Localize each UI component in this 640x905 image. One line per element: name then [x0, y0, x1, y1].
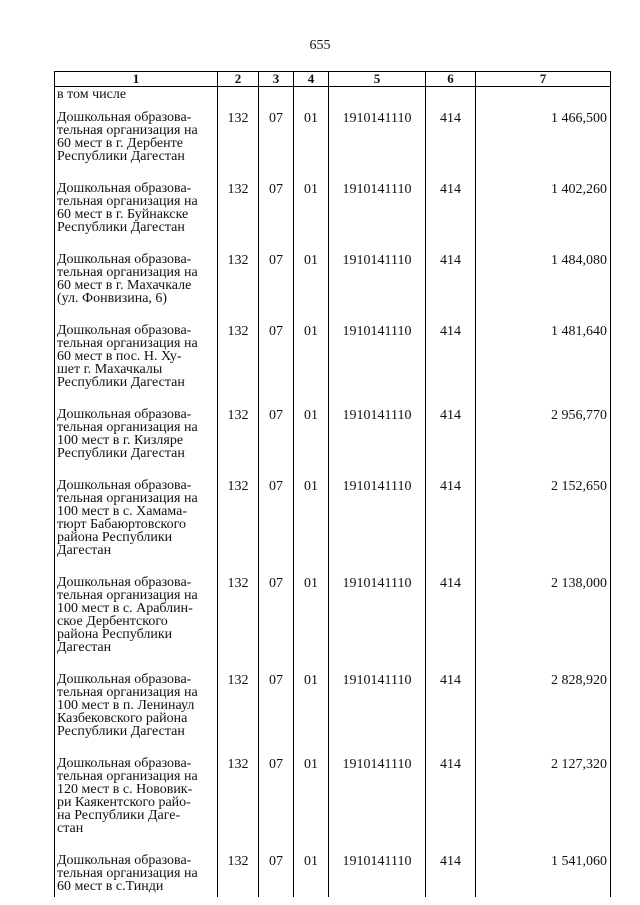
row-name-cell [55, 853, 218, 897]
row-name-cell [55, 323, 218, 407]
column-header: 5 [329, 72, 426, 87]
row-name-line: Казбековского района [57, 711, 188, 726]
code-section-cell: 07 [259, 575, 294, 672]
code-type-cell: 414 [426, 110, 476, 181]
row-name-line: 60 мест в г. Махачкале [57, 278, 192, 293]
code-gov-cell: 132 [218, 323, 259, 407]
row-name-cell [55, 756, 218, 853]
code-type-cell: 414 [426, 407, 476, 478]
table-row [55, 575, 611, 672]
row-name-line: Дошкольная образова- [57, 323, 192, 338]
code-subsection-cell: 01 [294, 756, 329, 853]
row-name-line: Дошкольная образова- [57, 252, 192, 267]
code-target-cell: 1910141110 [329, 853, 426, 897]
code-gov-cell: 132 [218, 110, 259, 181]
budget-table [54, 71, 611, 897]
row-name-line: района Республики [57, 627, 173, 642]
code-subsection-cell: 01 [294, 407, 329, 478]
code-gov-cell: 132 [218, 756, 259, 853]
amount-cell: 1 541,060 [476, 853, 611, 897]
table-row [55, 252, 611, 323]
code-subsection-cell: 01 [294, 853, 329, 897]
row-name-line: Дошкольная образова- [57, 756, 192, 771]
subheading-row [55, 87, 611, 111]
amount-cell: 1 466,500 [476, 110, 611, 181]
row-name-line: Республики Дагестан [57, 375, 185, 390]
table-row [55, 672, 611, 756]
amount-cell: 1 402,260 [476, 181, 611, 252]
row-name-line: тельная организация на [57, 194, 198, 209]
row-name-line: 60 мест в пос. Н. Ху- [57, 349, 182, 364]
code-subsection-cell: 01 [294, 252, 329, 323]
code-gov-cell: 132 [218, 672, 259, 756]
amount-cell: 1 484,080 [476, 252, 611, 323]
row-name-line: тельная организация на [57, 685, 198, 700]
row-name-line: 60 мест в г. Буйнакске [57, 207, 189, 222]
row-name-cell [55, 672, 218, 756]
row-name-line: 100 мест в п. Ленинаул [57, 698, 195, 713]
subheading-text: в том числе [55, 87, 218, 111]
table-row [55, 181, 611, 252]
code-target-cell: 1910141110 [329, 252, 426, 323]
code-section-cell: 07 [259, 181, 294, 252]
code-section-cell: 07 [259, 756, 294, 853]
code-target-cell: 1910141110 [329, 181, 426, 252]
code-type-cell: 414 [426, 181, 476, 252]
row-name-line: 100 мест в с. Араблин- [57, 601, 193, 616]
column-header: 4 [294, 72, 329, 87]
row-name-line: 100 мест в г. Кизляре [57, 433, 184, 448]
row-name-line: Республики Дагестан [57, 724, 185, 739]
code-subsection-cell: 01 [294, 672, 329, 756]
row-name-line: Дошкольная образова- [57, 672, 192, 687]
code-gov-cell: 132 [218, 853, 259, 897]
row-name-line: тельная организация на [57, 588, 198, 603]
code-target-cell: 1910141110 [329, 110, 426, 181]
row-name-line: Дошкольная образова- [57, 407, 192, 422]
column-header: 7 [476, 72, 611, 87]
row-name-line: тюрт Бабаюртовского [57, 517, 187, 532]
row-name-line: ри Каякентского райо- [57, 795, 191, 810]
row-name-line: Дагестан [57, 543, 112, 558]
row-name-line: 100 мест в с. Хамама- [57, 504, 188, 519]
row-name-line: Дошкольная образова- [57, 478, 192, 493]
row-name-cell [55, 575, 218, 672]
row-name-line: Республики Дагестан [57, 220, 185, 235]
row-name-line: Республики Дагестан [57, 149, 185, 164]
amount-cell: 2 127,320 [476, 756, 611, 853]
row-name-line: 120 мест в с. Нововик- [57, 782, 193, 797]
row-name-line: ское Дербентского [57, 614, 168, 629]
code-section-cell: 07 [259, 853, 294, 897]
code-section-cell: 07 [259, 672, 294, 756]
code-type-cell: 414 [426, 575, 476, 672]
amount-cell: 1 481,640 [476, 323, 611, 407]
code-type-cell: 414 [426, 252, 476, 323]
row-name-line: Дошкольная образова- [57, 181, 192, 196]
row-name-line: Дошкольная образова- [57, 853, 192, 868]
code-subsection-cell: 01 [294, 478, 329, 575]
column-header: 1 [55, 72, 218, 87]
row-name-line: тельная организация на [57, 336, 198, 351]
code-type-cell: 414 [426, 478, 476, 575]
table-row [55, 478, 611, 575]
code-section-cell: 07 [259, 478, 294, 575]
amount-cell: 2 828,920 [476, 672, 611, 756]
column-header: 3 [259, 72, 294, 87]
row-name-line: Дагестан [57, 640, 112, 655]
code-gov-cell: 132 [218, 478, 259, 575]
code-subsection-cell: 01 [294, 110, 329, 181]
table-row [55, 110, 611, 181]
code-gov-cell: 132 [218, 575, 259, 672]
code-target-cell: 1910141110 [329, 672, 426, 756]
code-target-cell: 1910141110 [329, 478, 426, 575]
table-header-row [55, 72, 611, 87]
code-target-cell: 1910141110 [329, 323, 426, 407]
row-name-line: шет г. Махачкалы [57, 362, 163, 377]
row-name-line: тельная организация на [57, 769, 198, 784]
row-name-line: тельная организация на [57, 491, 198, 506]
code-section-cell: 07 [259, 407, 294, 478]
row-name-cell [55, 181, 218, 252]
row-name-line: тельная организация на [57, 866, 198, 881]
row-name-line: (ул. Фонвизина, 6) [57, 291, 168, 306]
row-name-cell [55, 478, 218, 575]
amount-cell: 2 138,000 [476, 575, 611, 672]
amount-cell: 2 956,770 [476, 407, 611, 478]
row-name-line: Дошкольная образова- [57, 575, 192, 590]
row-name-line: 60 мест в г. Дербенте [57, 136, 183, 151]
code-target-cell: 1910141110 [329, 575, 426, 672]
column-header: 6 [426, 72, 476, 87]
code-target-cell: 1910141110 [329, 756, 426, 853]
amount-cell: 2 152,650 [476, 478, 611, 575]
row-name-cell [55, 407, 218, 478]
row-name-cell [55, 252, 218, 323]
code-section-cell: 07 [259, 252, 294, 323]
code-gov-cell: 132 [218, 181, 259, 252]
code-gov-cell: 132 [218, 407, 259, 478]
row-name-line: на Республики Даге- [57, 808, 181, 823]
table-row [55, 756, 611, 853]
row-name-line: Дошкольная образова- [57, 110, 192, 125]
row-name-line: тельная организация на [57, 265, 198, 280]
code-section-cell: 07 [259, 323, 294, 407]
code-type-cell: 414 [426, 853, 476, 897]
row-name-line: тельная организация на [57, 420, 198, 435]
table-row [55, 853, 611, 897]
code-target-cell: 1910141110 [329, 407, 426, 478]
code-type-cell: 414 [426, 323, 476, 407]
code-gov-cell: 132 [218, 252, 259, 323]
code-section-cell: 07 [259, 110, 294, 181]
row-name-cell [55, 110, 218, 181]
row-name-line: стан [57, 821, 84, 836]
table-row [55, 323, 611, 407]
column-header: 2 [218, 72, 259, 87]
code-type-cell: 414 [426, 756, 476, 853]
page-number: 655 [309, 38, 331, 53]
table-row [55, 407, 611, 478]
code-subsection-cell: 01 [294, 181, 329, 252]
row-name-line: Республики Дагестан [57, 446, 185, 461]
row-name-line: тельная организация на [57, 123, 198, 138]
code-subsection-cell: 01 [294, 575, 329, 672]
code-subsection-cell: 01 [294, 323, 329, 407]
code-type-cell: 414 [426, 672, 476, 756]
row-name-line: района Республики [57, 530, 173, 545]
row-name-line: 60 мест в с.Тинди [57, 879, 164, 894]
